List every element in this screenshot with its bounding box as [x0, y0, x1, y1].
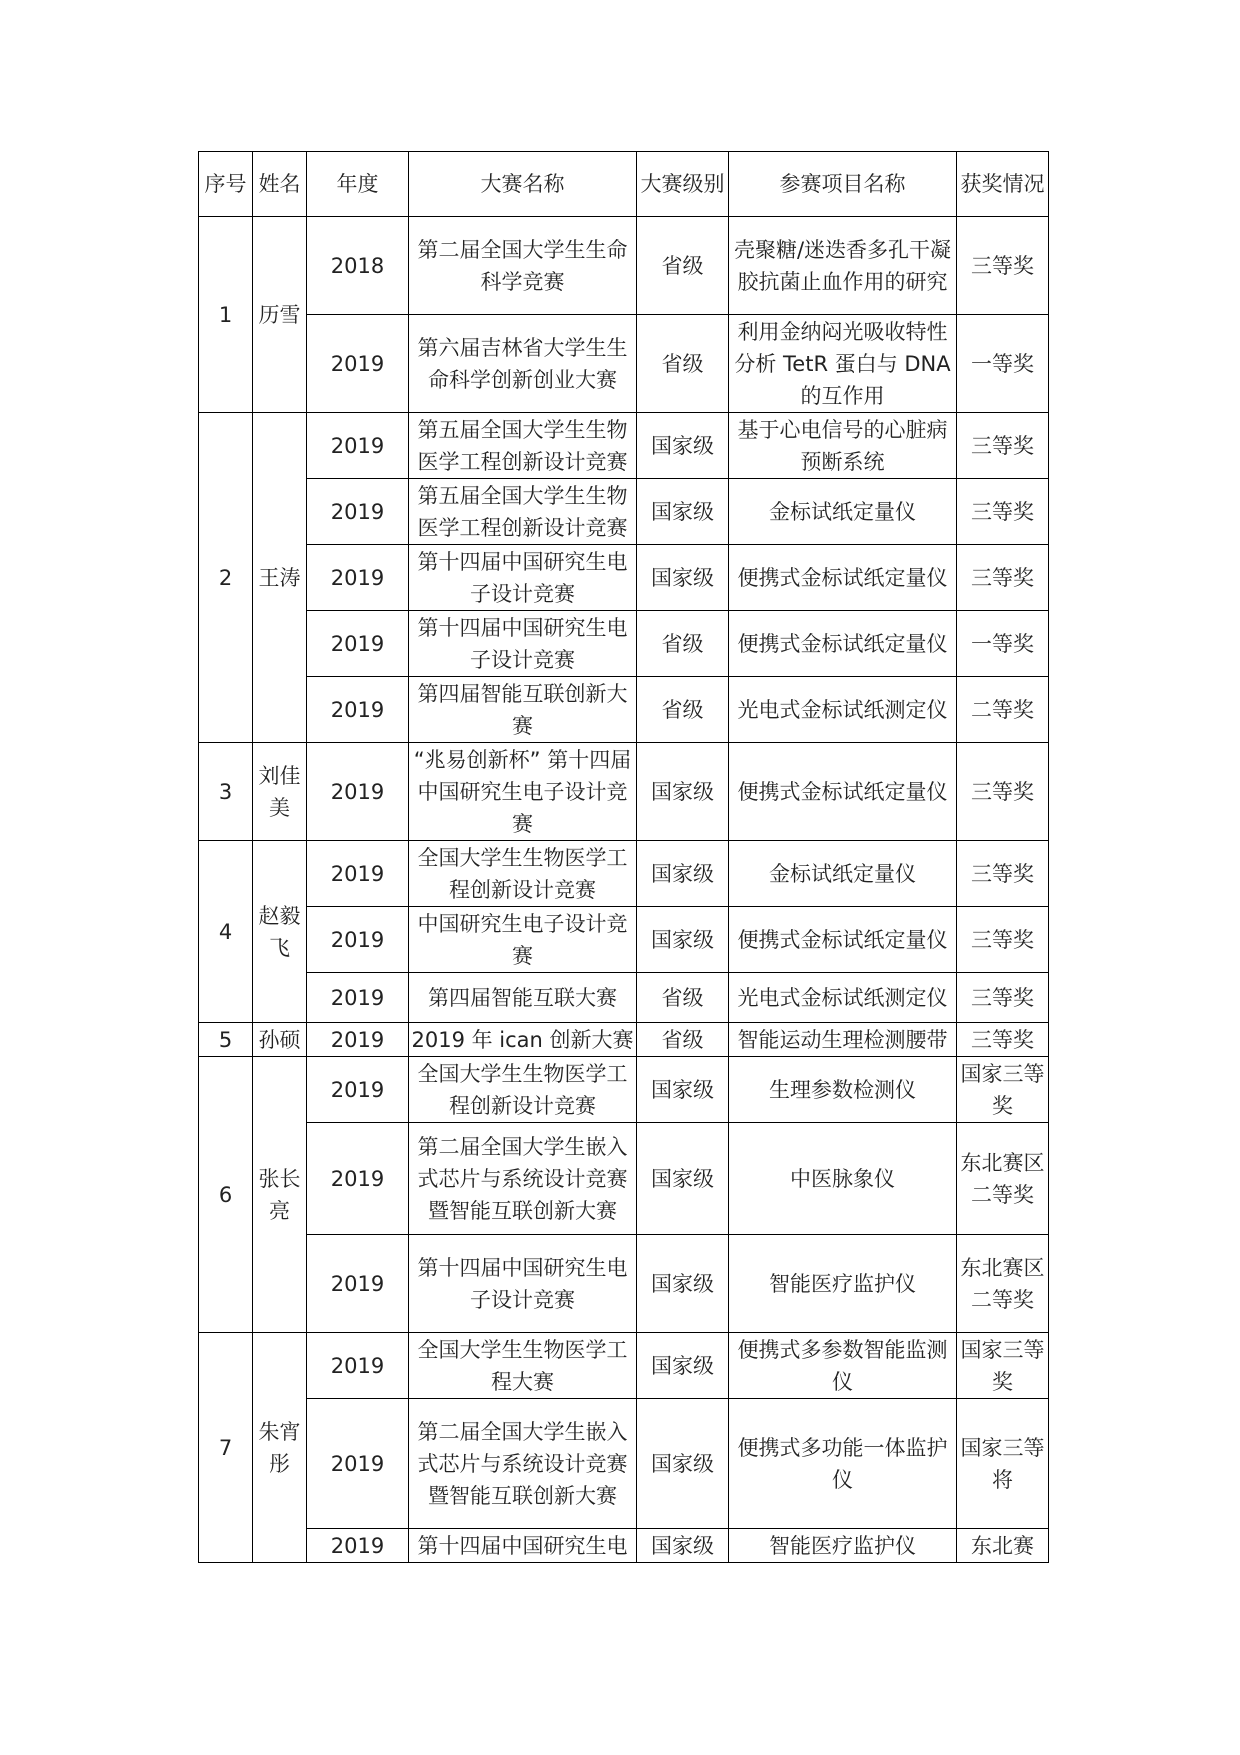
cell-name: 王涛: [253, 413, 307, 743]
cell-level: 国家级: [637, 907, 729, 973]
cell-award: 三等奖: [957, 743, 1049, 841]
table-row: [199, 315, 1049, 413]
header-project: 参赛项目名称: [729, 152, 957, 217]
cell-project: 智能医疗监护仪: [729, 1529, 957, 1563]
cell-level: 国家级: [637, 1529, 729, 1563]
cell-level: 省级: [637, 611, 729, 677]
cell-competition: “兆易创新杯” 第十四届中国研究生电子设计竞赛: [409, 743, 637, 841]
header-no: 序号: [199, 152, 253, 217]
cell-name: 刘佳美: [253, 743, 307, 841]
cell-project: 利用金纳闷光吸收特性分析 TetR 蛋白与 DNA 的互作用: [729, 315, 957, 413]
cell-no: 3: [199, 743, 253, 841]
cell-year: 2019: [307, 1399, 409, 1529]
cell-year: 2019: [307, 677, 409, 743]
cell-level: 国家级: [637, 545, 729, 611]
cell-award: 一等奖: [957, 611, 1049, 677]
table-row: [199, 545, 1049, 611]
cell-competition: 第二届全国大学生生命科学竞赛: [409, 217, 637, 315]
cell-award: 三等奖: [957, 217, 1049, 315]
cell-year: 2019: [307, 1023, 409, 1057]
cell-competition: 第四届智能互联大赛: [409, 973, 637, 1023]
cell-competition: 全国大学生生物医学工程创新设计竞赛: [409, 841, 637, 907]
cell-award: 一等奖: [957, 315, 1049, 413]
cell-award: 三等奖: [957, 545, 1049, 611]
cell-level: 省级: [637, 1023, 729, 1057]
table-row: [199, 973, 1049, 1023]
cell-level: 省级: [637, 217, 729, 315]
cell-level: 省级: [637, 315, 729, 413]
cell-competition: 第十四届中国研究生电子设计竞赛: [409, 611, 637, 677]
cell-award: 二等奖: [957, 677, 1049, 743]
cell-level: 国家级: [637, 743, 729, 841]
cell-year: 2019: [307, 479, 409, 545]
cell-project: 光电式金标试纸测定仪: [729, 973, 957, 1023]
cell-project: 便携式金标试纸定量仪: [729, 545, 957, 611]
cell-competition: 第六届吉林省大学生生命科学创新创业大赛: [409, 315, 637, 413]
cell-no: 6: [199, 1057, 253, 1333]
cell-no: 7: [199, 1333, 253, 1563]
cell-year: 2019: [307, 1123, 409, 1235]
cell-award: 东北赛: [957, 1529, 1049, 1563]
cell-level: 国家级: [637, 1123, 729, 1235]
cell-project: 便携式多功能一体监护仪: [729, 1399, 957, 1529]
cell-year: 2019: [307, 611, 409, 677]
cell-award: 东北赛区二等奖: [957, 1235, 1049, 1333]
table-row: [199, 907, 1049, 973]
cell-competition: 第二届全国大学生嵌入式芯片与系统设计竞赛暨智能互联创新大赛: [409, 1399, 637, 1529]
cell-level: 国家级: [637, 413, 729, 479]
cell-competition: 第十四届中国研究生电子设计竞赛: [409, 545, 637, 611]
cell-level: 省级: [637, 973, 729, 1023]
cell-competition: 全国大学生生物医学工程大赛: [409, 1333, 637, 1399]
cell-project: 智能运动生理检测腰带: [729, 1023, 957, 1057]
cell-award: 三等奖: [957, 479, 1049, 545]
cell-award: 三等奖: [957, 1023, 1049, 1057]
cell-year: 2019: [307, 973, 409, 1023]
table-row: [199, 841, 1049, 907]
cell-project: 生理参数检测仪: [729, 1057, 957, 1123]
table-row: [199, 1123, 1049, 1235]
table-row: [199, 217, 1049, 315]
cell-year: 2019: [307, 545, 409, 611]
cell-no: 2: [199, 413, 253, 743]
cell-project: 金标试纸定量仪: [729, 479, 957, 545]
header-level: 大赛级别: [637, 152, 729, 217]
table-row: [199, 413, 1049, 479]
cell-project: 金标试纸定量仪: [729, 841, 957, 907]
cell-competition: 第四届智能互联创新大赛: [409, 677, 637, 743]
cell-award: 三等奖: [957, 907, 1049, 973]
cell-year: 2019: [307, 1333, 409, 1399]
cell-competition: 全国大学生生物医学工程创新设计竞赛: [409, 1057, 637, 1123]
cell-year: 2019: [307, 315, 409, 413]
table-row: [199, 479, 1049, 545]
cell-project: 壳聚糖/迷迭香多孔干凝胶抗菌止血作用的研究: [729, 217, 957, 315]
cell-award: 国家三等奖: [957, 1333, 1049, 1399]
cell-year: 2019: [307, 1057, 409, 1123]
cell-name: 孙硕: [253, 1023, 307, 1057]
cell-level: 国家级: [637, 1333, 729, 1399]
awards-table: [198, 151, 1049, 1563]
cell-competition: 第五届全国大学生生物医学工程创新设计竞赛: [409, 479, 637, 545]
cell-competition: 中国研究生电子设计竞赛: [409, 907, 637, 973]
cell-no: 1: [199, 217, 253, 413]
cell-award: 东北赛区二等奖: [957, 1123, 1049, 1235]
cell-project: 智能医疗监护仪: [729, 1235, 957, 1333]
header-name: 姓名: [253, 152, 307, 217]
cell-name: 赵毅飞: [253, 841, 307, 1023]
cell-level: 国家级: [637, 1235, 729, 1333]
cell-year: 2019: [307, 1235, 409, 1333]
header-award: 获奖情况: [957, 152, 1049, 217]
cell-project: 基于心电信号的心脏病预断系统: [729, 413, 957, 479]
table-row: [199, 1399, 1049, 1529]
cell-project: 光电式金标试纸测定仪: [729, 677, 957, 743]
cell-competition: 第十四届中国研究生电子设计竞赛: [409, 1235, 637, 1333]
table-row: [199, 677, 1049, 743]
cell-name: 朱宵彤: [253, 1333, 307, 1563]
cell-project: 便携式多参数智能监测仪: [729, 1333, 957, 1399]
header-competition: 大赛名称: [409, 152, 637, 217]
cell-year: 2019: [307, 841, 409, 907]
cell-level: 国家级: [637, 841, 729, 907]
table-row: [199, 1529, 1049, 1563]
cell-award: 国家三等将: [957, 1399, 1049, 1529]
cell-name: 张长亮: [253, 1057, 307, 1333]
table-row: [199, 1057, 1049, 1123]
cell-project: 便携式金标试纸定量仪: [729, 907, 957, 973]
cell-no: 4: [199, 841, 253, 1023]
table-body: [199, 217, 1049, 1563]
cell-competition: 第二届全国大学生嵌入式芯片与系统设计竞赛暨智能互联创新大赛: [409, 1123, 637, 1235]
cell-name: 历雪: [253, 217, 307, 413]
cell-competition: 第五届全国大学生生物医学工程创新设计竞赛: [409, 413, 637, 479]
cell-level: 省级: [637, 677, 729, 743]
cell-year: 2019: [307, 1529, 409, 1563]
table-row: [199, 1235, 1049, 1333]
cell-year: 2019: [307, 743, 409, 841]
cell-year: 2018: [307, 217, 409, 315]
header-year: 年度: [307, 152, 409, 217]
table-row: [199, 743, 1049, 841]
cell-competition: 2019 年 ican 创新大赛: [409, 1023, 637, 1057]
table-row: [199, 611, 1049, 677]
cell-level: 国家级: [637, 1399, 729, 1529]
cell-award: 国家三等奖: [957, 1057, 1049, 1123]
cell-year: 2019: [307, 413, 409, 479]
cell-award: 三等奖: [957, 841, 1049, 907]
cell-award: 三等奖: [957, 413, 1049, 479]
cell-competition: 第十四届中国研究生电: [409, 1529, 637, 1563]
cell-project: 便携式金标试纸定量仪: [729, 743, 957, 841]
cell-project: 便携式金标试纸定量仪: [729, 611, 957, 677]
cell-level: 国家级: [637, 1057, 729, 1123]
cell-level: 国家级: [637, 479, 729, 545]
table-row: [199, 1023, 1049, 1057]
cell-project: 中医脉象仪: [729, 1123, 957, 1235]
cell-no: 5: [199, 1023, 253, 1057]
header-row: [199, 152, 1049, 217]
table-row: [199, 1333, 1049, 1399]
cell-award: 三等奖: [957, 973, 1049, 1023]
cell-year: 2019: [307, 907, 409, 973]
